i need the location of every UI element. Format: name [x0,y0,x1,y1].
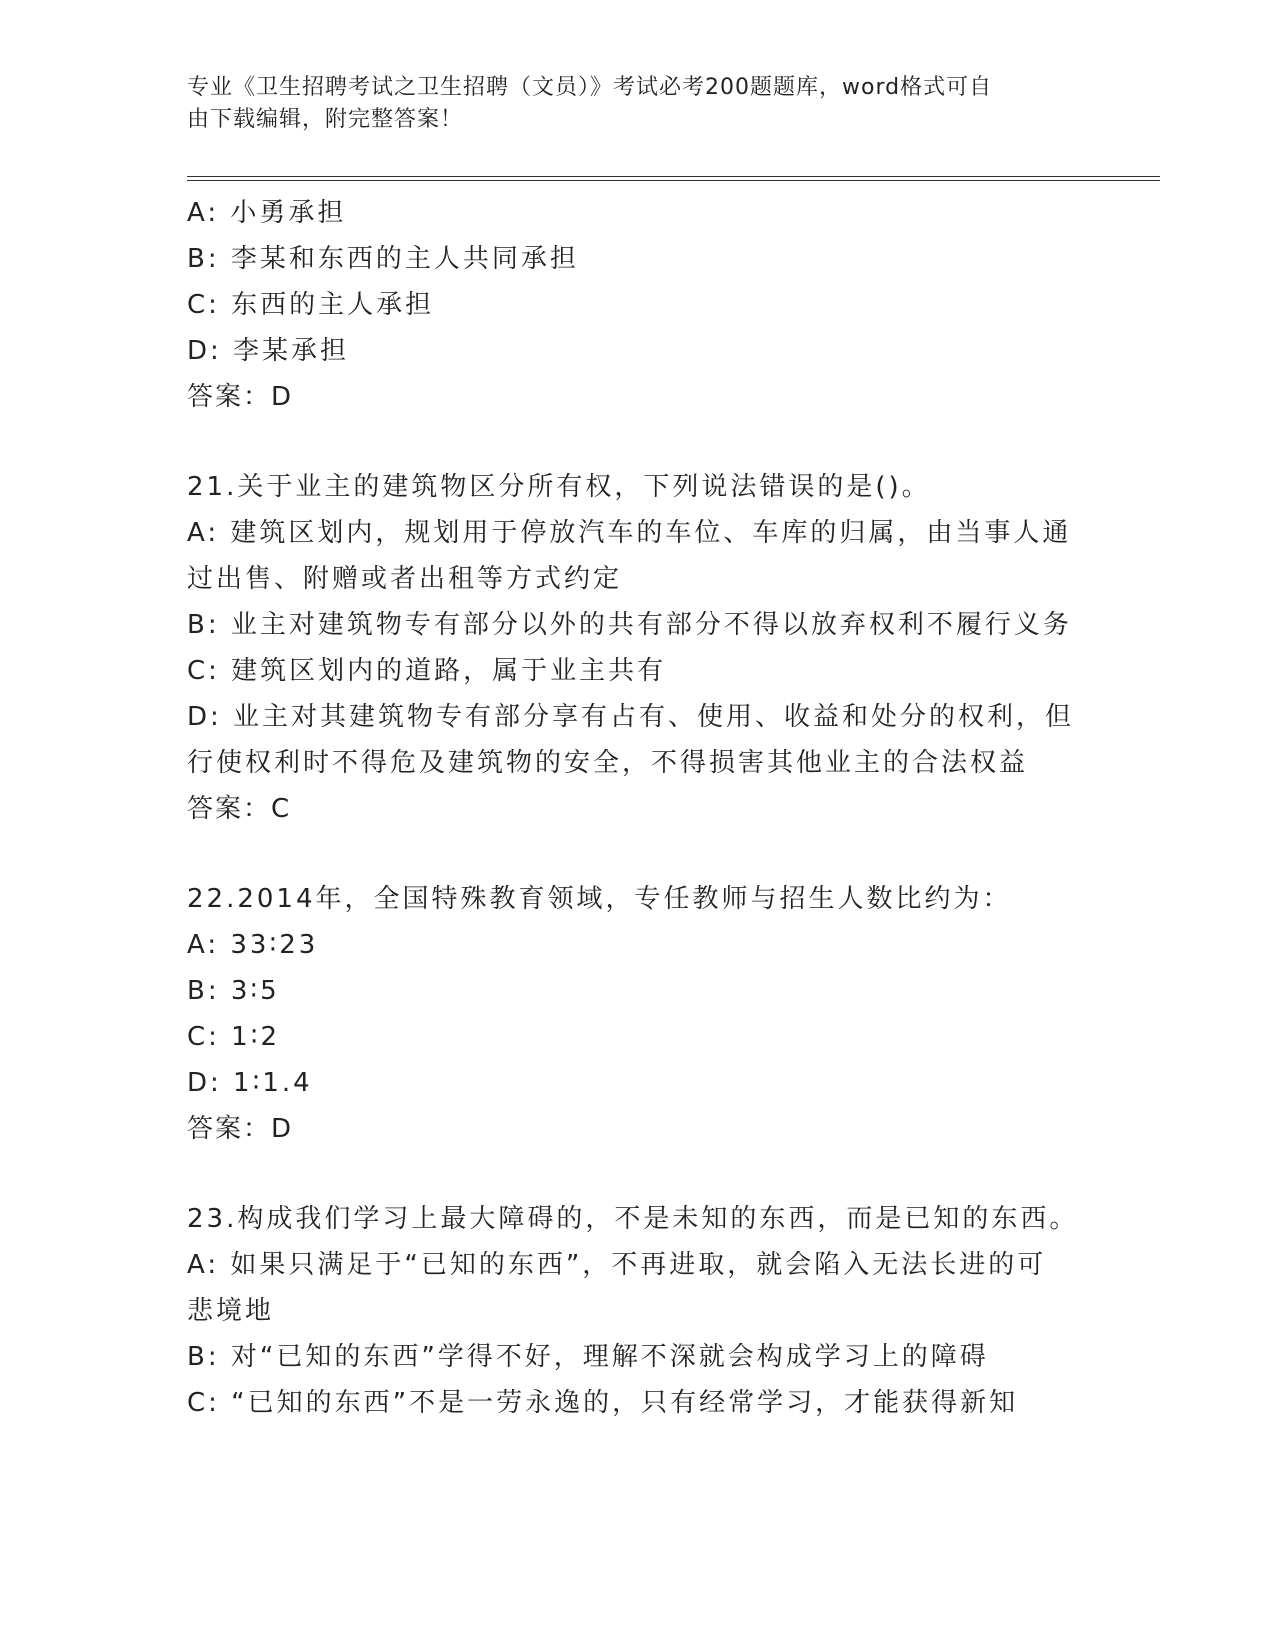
option-line: B: 对“已知的东西”学得不好，理解不深就会构成学习上的障碍 [187,1342,989,1372]
option-line: D: 业主对其建筑物专有部分享有占有、使用、收益和处分的权利，但 [187,702,1075,732]
option-line: 悲境地 [187,1296,275,1326]
header-line-2: 由下载编辑，附完整答案！ [187,107,464,132]
option-line: 行使权利时不得危及建筑物的安全，不得损害其他业主的合法权益 [187,748,1029,778]
question-stem: 22.2014年，全国特殊教育领域，专任教师与招生人数比约为： [187,884,1012,914]
document-header [187,72,1087,136]
spacer [187,1152,1087,1196]
question-23 [187,1196,1087,1426]
option-line: B: 李某和东西的主人共同承担 [187,244,579,274]
option-line: D: 李某承担 [187,336,350,366]
option-line: B: 3∶5 [187,976,280,1006]
question-stem: 21.关于业主的建筑物区分所有权，下列说法错误的是()。 [187,472,931,502]
answer-line: 答案：C [187,794,292,824]
option-line: A: 小勇承担 [187,198,347,228]
answer-line: 答案：D [187,1114,294,1144]
option-line: A: 33∶23 [187,930,319,960]
question-20-continuation [187,190,1087,420]
option-line: C: 建筑区划内的道路，属于业主共有 [187,656,667,686]
spacer [187,832,1087,876]
question-21 [187,464,1087,832]
option-line: B: 业主对建筑物专有部分以外的共有部分不得以放弃权利不履行义务 [187,610,1072,640]
option-line: C: 东西的主人承担 [187,290,435,320]
option-line: A: 如果只满足于“已知的东西”，不再进取，就会陷入无法长进的可 [187,1250,1047,1280]
option-line: C: 1∶2 [187,1022,281,1052]
question-stem: 23.构成我们学习上最大障碍的，不是未知的东西，而是已知的东西。 [187,1204,1079,1234]
question-22 [187,876,1087,1152]
spacer [187,420,1087,464]
option-line: A: 建筑区划内，规划用于停放汽车的车位、车库的归属，由当事人通 [187,518,1072,548]
answer-line: 答案：D [187,382,294,412]
option-line: D: 1∶1.4 [187,1068,313,1098]
header-line-1: 专业《卫生招聘考试之卫生招聘（文员）》考试必考200题题库，word格式可自 [187,75,993,100]
option-line: C: “已知的东西”不是一劳永逸的，只有经常学习，才能获得新知 [187,1388,1019,1418]
option-line: 过出售、附赠或者出租等方式约定 [187,564,623,594]
question-content [187,190,1087,1426]
header-divider [187,176,1160,181]
